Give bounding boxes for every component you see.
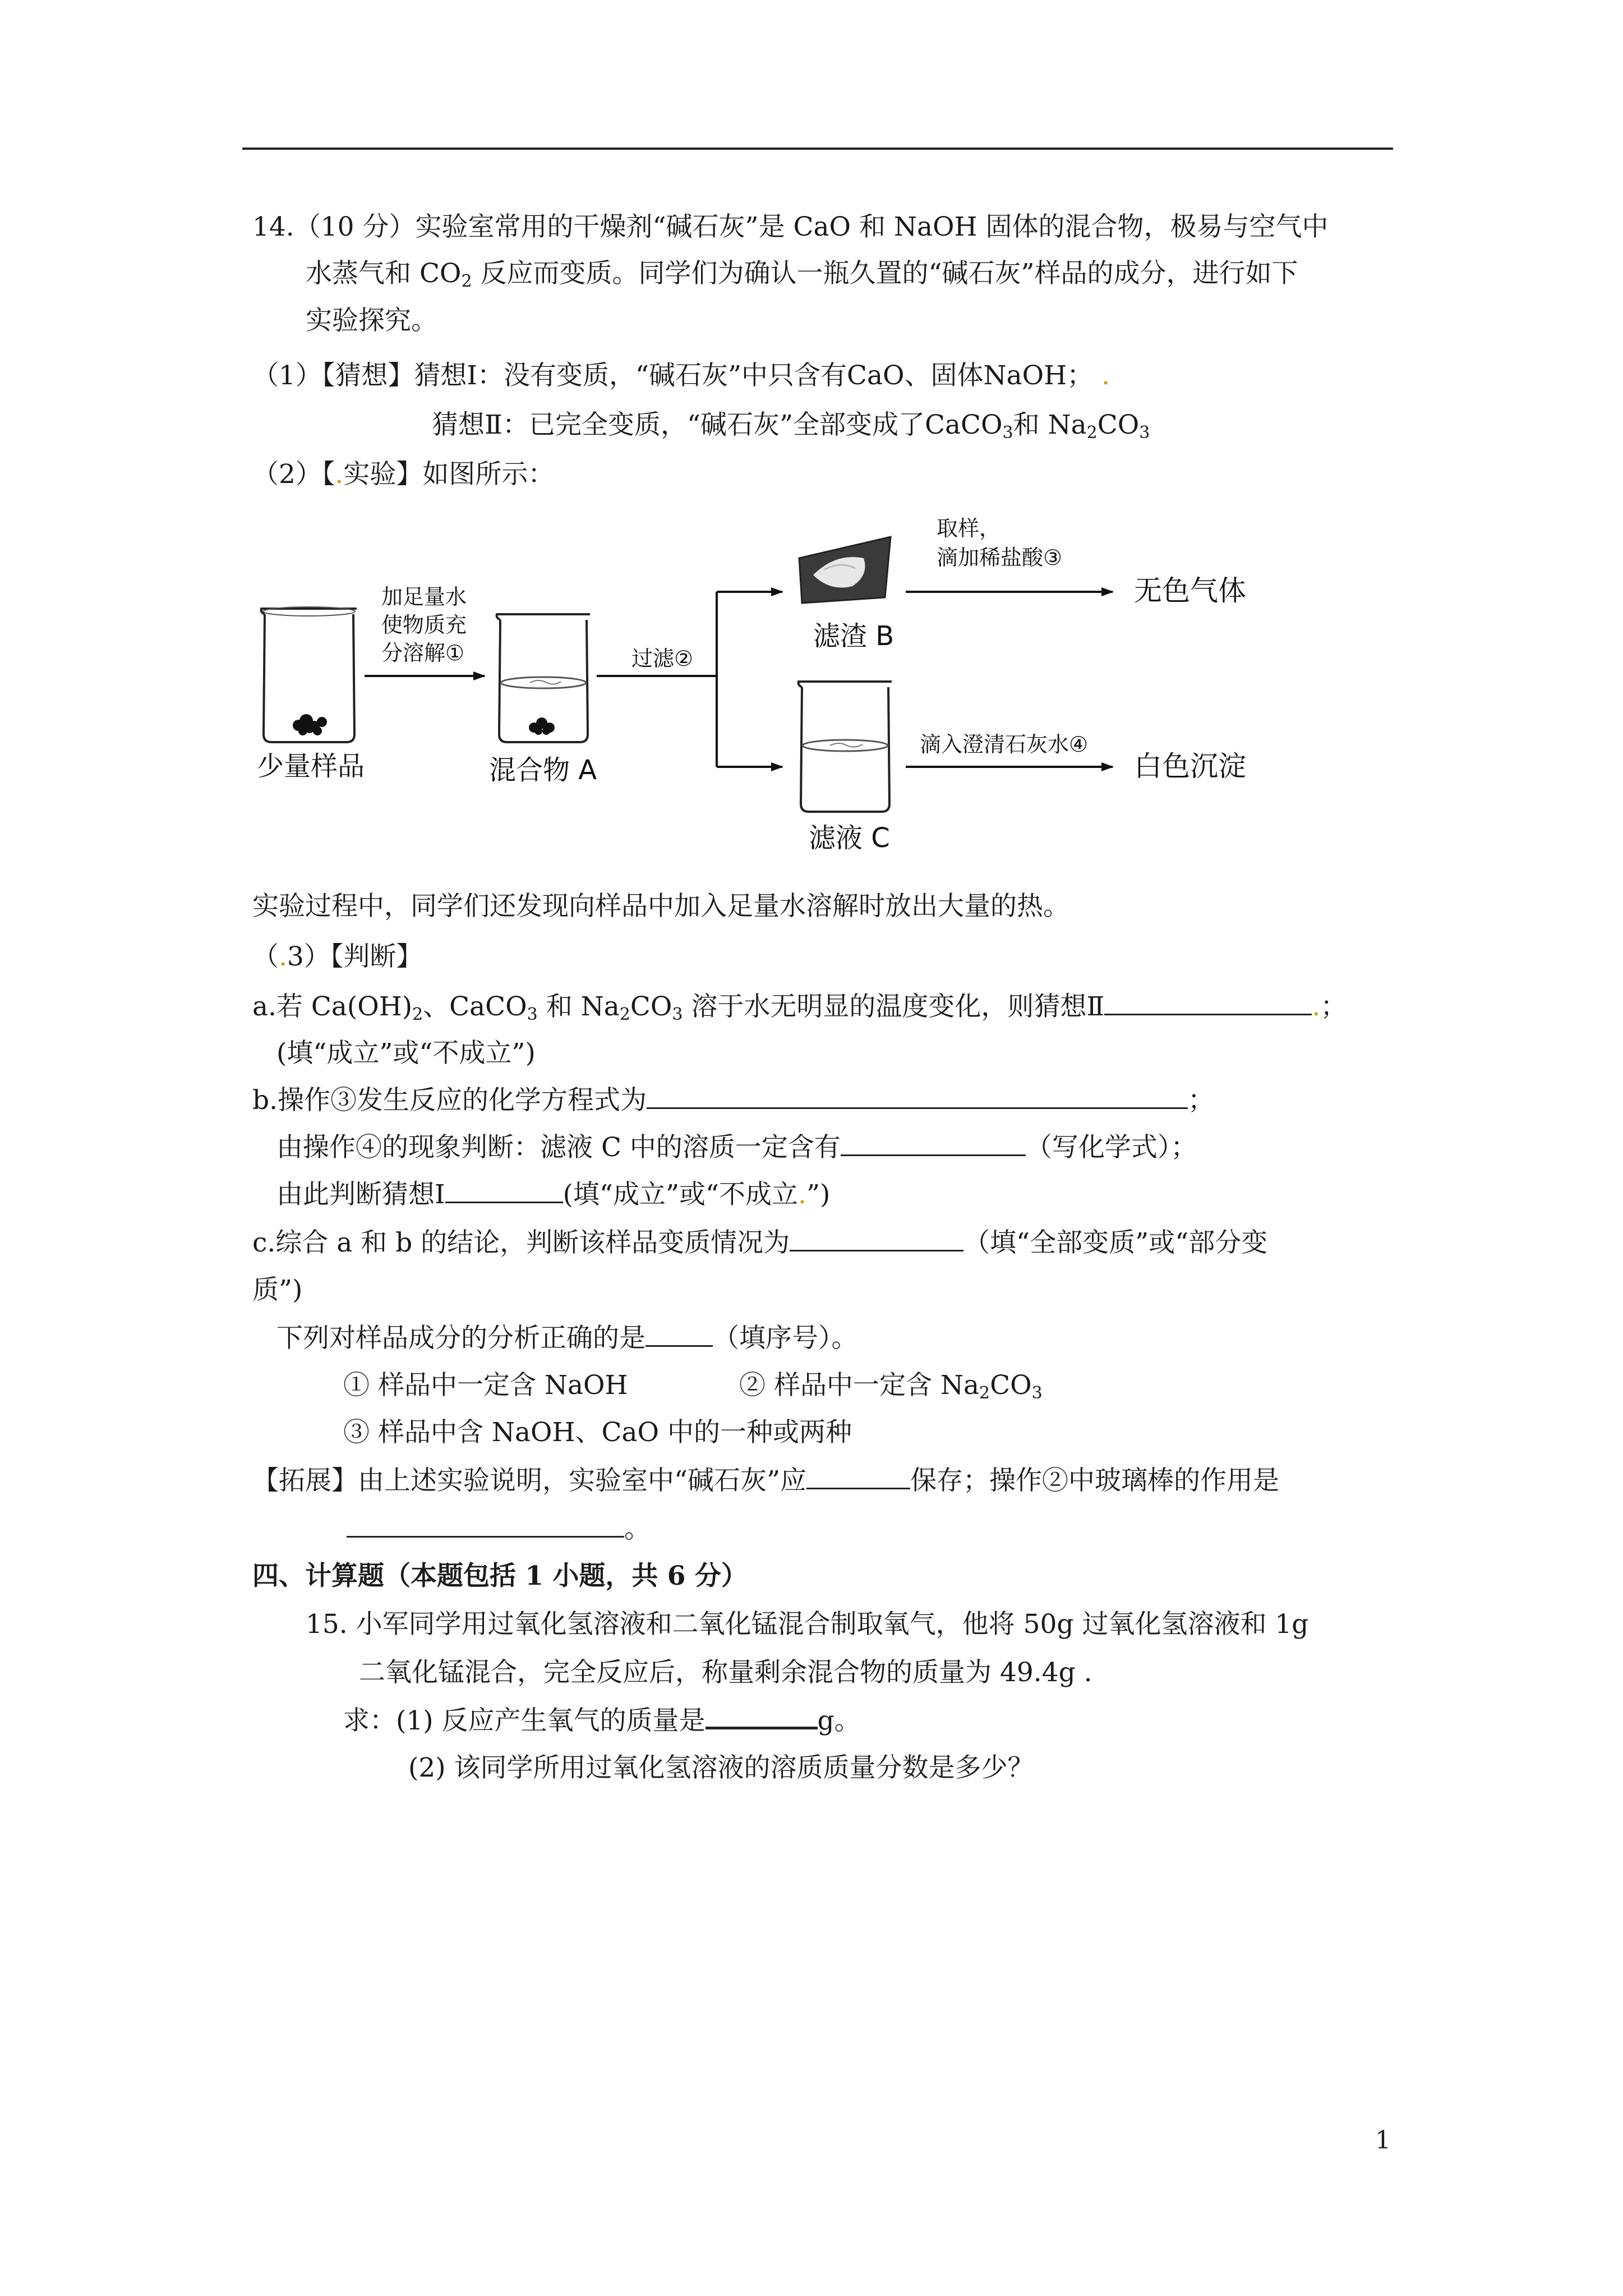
page-number: 1 [1375,2126,1391,2155]
q14-line2: 水蒸气和 $CO_2$ 反应而变质。同学们为确认一瓶久置的“碱石灰”样品的成分，进行如下 [306,258,1298,291]
label-sample: 少量样品 [257,751,365,782]
option-1: ① 样品中一定含 NaOH [343,1370,628,1401]
label-filtrate-c: 滤液 C [809,822,890,854]
label-filter: 过滤② [631,646,694,671]
answer-blank-storage[interactable] [806,1464,910,1489]
option-2: ② 样品中一定含 $Na_2CO_3$ [739,1370,1043,1403]
q15-ask1: 求：(1) 反应产生氧气的质量是 g。 [343,1703,861,1738]
select-question: 下列对样品成分的分析正确的是 （填序号）。 [276,1323,858,1354]
label-colorless-gas: 无色气体 [1134,574,1246,607]
label-white-precipitate: 白色沉淀 [1134,750,1246,783]
label-step1-line1: 加足量水 [381,585,467,609]
answer-blank-guess1[interactable] [445,1178,563,1203]
label-step1-line2: 使物质充 [381,613,467,637]
beaker-sample-icon [261,607,357,742]
beaker-mixture-icon [497,614,590,742]
label-mixture-a: 混合物 A [489,754,597,786]
q15-line2: 二氧化锰混合，完全反应后，称量剩余混合物的质量为 49.4g . [359,1657,1092,1688]
label-step3-line1: 取样， [937,516,1001,541]
guess-2: 猜想Ⅱ：已完全变质，“碱石灰”全部变成了CaCO$_3$和 $Na_2CO_3$ [432,409,1150,443]
beaker-filtrate-icon [799,682,892,812]
part-b-2: 由操作④的现象判断：滤液 C 中的溶质一定含有 （写化学式）； [276,1132,1197,1163]
experiment-heading: （2）【.实验】如图所示： [252,459,555,490]
answer-blank-equation[interactable] [647,1084,1188,1109]
label-step4: 滴入澄清石灰水④ [920,732,1089,757]
part-b-3: 由此判断猜想Ⅰ (填“成立”或“不成立.”) [276,1179,831,1210]
q15-ask2: (2) 该同学所用过氧化氢溶液的溶质质量分数是多少？ [408,1752,1034,1783]
answer-blank-select[interactable] [645,1322,713,1347]
part-b-1: b.操作③发生反应的化学方程式为 ； [252,1085,1215,1116]
answer-blank-degree[interactable] [790,1226,963,1251]
part-a-hint: (填“成立”或“不成立”) [276,1038,536,1069]
option-3: ③ 样品中含 NaOH、CaO 中的一种或两种 [343,1417,852,1448]
experiment-flow-diagram [247,508,1279,867]
judge-heading: （.3）【判断】 [252,941,423,972]
answer-blank-a[interactable] [1104,990,1312,1015]
label-step3-line2: 滴加稀盐酸③ [937,545,1063,570]
q14-line1: 14.（10 分）实验室常用的干燥剂“碱石灰”是 CaO 和 NaOH 固体的混合物，极易与空气中 [252,211,1329,242]
observation-text: 实验过程中，同学们还发现向样品中加入足量水溶解时放出大量的热。 [252,891,1069,922]
part-c-2: 质”) [252,1274,303,1305]
answer-blank-oxygen-mass[interactable] [706,1703,818,1729]
q14-line3: 实验探究。 [306,305,437,336]
answer-blank-solute[interactable] [841,1131,1026,1156]
label-residue-b: 滤渣 B [813,620,895,652]
guess-1: （1）【猜想】猜想Ⅰ：没有变质，“碱石灰”中只含有CaO、固体NaOH； . [252,360,1110,391]
part-c-1: c.综合 a 和 b 的结论，判断该样品变质情况为 （填“全部变质”或“部分变 [252,1227,1268,1258]
section4-heading: 四、计算题（本题包括 1 小题，共 6 分） [252,1561,748,1591]
answer-blank-glass-rod[interactable] [347,1512,624,1538]
header-rule [242,148,1393,150]
filter-paper-residue-icon [799,537,891,603]
q15-line1: 15. 小军同学用过氧化氢溶液和二氧化锰混合制取氧气，他将 50g 过氧化氢溶液和 1g [306,1609,1309,1640]
label-step1-line3: 分溶解① [381,641,465,665]
extension-1: 【拓展】由上述实验说明，实验室中“碱石灰”应 保存；操作②中玻璃棒的作用是 [252,1465,1280,1496]
extension-2: 。 [347,1512,651,1546]
part-a: a.若 $Ca(OH)_2$、CaCO$_3$ 和 $Na_2CO_3$ 溶于水无明显的温度变化，则猜想Ⅱ .； [252,991,1347,1024]
